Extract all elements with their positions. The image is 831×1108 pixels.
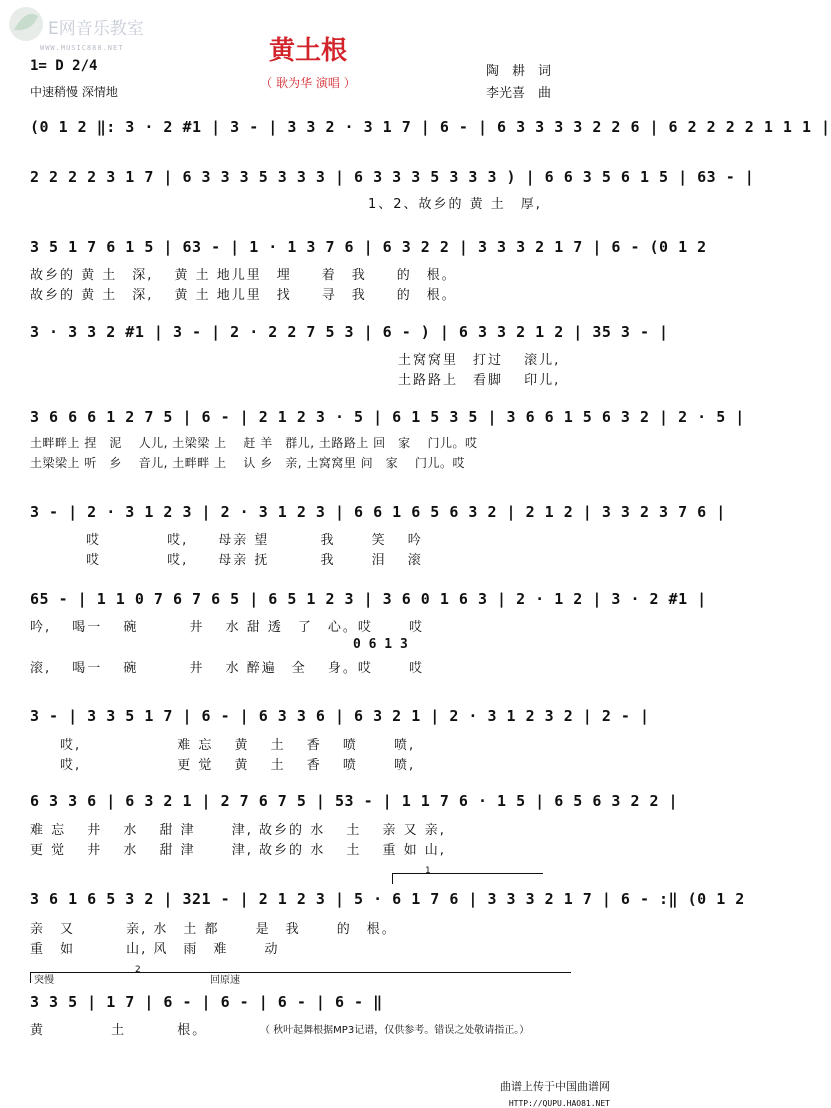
score-row-7-lyric-1: 吟, 喝一 碗 井 水 甜 透 了 心。哎 哎 bbox=[30, 620, 425, 635]
score-row-4-lyric-1: 土窝窝里 打过 滚儿, bbox=[398, 353, 561, 368]
score-row-2-notes: 2 2 2 2 3 1 7 | 6 3 3 3 5 3 3 3 | 6 3 3 3 5 3 3 3 ) | 6 6 3 5 6 1 5 | 63 - | bbox=[30, 168, 755, 186]
score-row-4-lyric-2: 土路路上 看脚 印儿, bbox=[398, 373, 561, 388]
score-row-11-notes: 3 3 5 | 1 7 | 6 - | 6 - | 6 - | 6 - ‖ bbox=[30, 993, 383, 1011]
score-row-2-lyric-1: 1、2、故乡的 黄 土 厚, bbox=[368, 197, 542, 212]
score-row-6-notes: 3 - | 2 · 3 1 2 3 | 2 · 3 1 2 3 | 6 6 1 6 5 6 3 2 | 2 1 2 | 3 3 2 3 7 6 | bbox=[30, 503, 726, 521]
score-row-5-lyric-1: 土畔畔上 捏 泥 人儿, 土梁梁 上 赶 羊 群儿, 土路路上 回 家 门儿。哎 bbox=[30, 436, 478, 450]
key-signature: 1= D 2/4 bbox=[30, 58, 98, 74]
score-row-4-notes: 3 · 3 3 2 #1 | 3 - | 2 · 2 2 7 5 3 | 6 - ) | 6 3 3 2 1 2 | 35 3 - | bbox=[30, 323, 669, 341]
score-row-7-lyric-2: 滚, 喝一 碗 井 水 醉遍 全 身。哎 哎 bbox=[30, 661, 425, 676]
first-ending-bracket bbox=[392, 873, 543, 884]
score-row-8-notes: 3 - | 3 3 5 1 7 | 6 - | 6 3 3 6 | 6 3 2 1 | 2 · 3 1 2 3 2 | 2 - | bbox=[30, 707, 650, 725]
second-ending-label: 2 bbox=[135, 965, 141, 975]
first-ending-label: 1 bbox=[425, 866, 431, 876]
score-row-3-lyric-2: 故乡的 黄 土 深, 黄 土 地儿里 找 寻 我 的 根。 bbox=[30, 288, 457, 303]
score-row-1-notes: (0 1 2 ‖: 3 · 2 #1 | 3 - | 3 3 2 · 3 1 7 | 6 - | 6 3 3 3 3 2 2 6 | 6 2 2 2 2 1 1 1 | bbox=[30, 118, 831, 136]
score-row-8-lyric-2: 哎, 更 觉 黄 土 香 喷 喷, bbox=[60, 758, 416, 773]
score-row-11-lyric-1: 黄 土 根。 bbox=[30, 1023, 208, 1038]
score-row-7-variant-notes: 0 6 1 3 bbox=[353, 637, 408, 652]
score-row-3-lyric-1: 故乡的 黄 土 深, 黄 土 地儿里 埋 着 我 的 根。 bbox=[30, 268, 457, 283]
tempo-resume-marking: 回原速 bbox=[210, 975, 240, 986]
second-ending-bracket bbox=[30, 972, 571, 983]
song-title: 黄土根 bbox=[268, 36, 347, 66]
footer-url[interactable]: HTTP://QUPU.HAO81.NET bbox=[508, 1099, 610, 1108]
tempo-marking: 中速稍慢 深情地 bbox=[30, 85, 118, 99]
score-row-10-lyric-2: 重 如 山, 风 雨 难 动 bbox=[30, 942, 280, 957]
score-row-7-notes: 65 - | 1 1 0 7 6 7 6 5 | 6 5 1 2 3 | 3 6 0 1 6 3 | 2 · 1 2 | 3 · 2 #1 | bbox=[30, 590, 707, 608]
score-row-6-lyric-1: 哎 哎, 母亲 望 我 笑 吟 bbox=[86, 533, 423, 548]
score-row-9-notes: 6 3 3 6 | 6 3 2 1 | 2 7 6 7 5 | 53 - | 1 1 7 6 · 1 5 | 6 5 6 3 2 2 | bbox=[30, 792, 679, 810]
lyricist-credit: 陶 耕 词 bbox=[486, 64, 552, 79]
score-row-10-notes: 3 6 1 6 5 3 2 | 321 - | 2 1 2 3 | 5 · 6 1 7 6 | 3 3 3 2 1 7 | 6 - :‖ (0 1 2 bbox=[30, 890, 745, 908]
singer-credit: （ 耿为华 演唱 ） bbox=[260, 76, 356, 90]
score-row-5-notes: 3 6 6 6 1 2 7 5 | 6 - | 2 1 2 3 · 5 | 6 1 5 3 5 | 3 6 6 1 5 6 3 2 | 2 · 5 | bbox=[30, 408, 745, 426]
score-row-8-lyric-1: 哎, 难 忘 黄 土 香 喷 喷, bbox=[60, 738, 416, 753]
score-row-6-lyric-2: 哎 哎, 母亲 抚 我 泪 滚 bbox=[86, 553, 423, 568]
score-row-10-lyric-1: 亲 又 亲, 水 土 都 是 我 的 根。 bbox=[30, 922, 397, 937]
footer-upload-text: 曲谱上传于中国曲谱网 bbox=[500, 1080, 610, 1093]
transcription-note: （ 秋叶起舞根据MP3记谱，仅供参考。错误之处敬请指正。） bbox=[260, 1025, 530, 1036]
score-row-9-lyric-2: 更 觉 井 水 甜 津 津, 故乡的 水 土 重 如 山, bbox=[30, 843, 446, 858]
composer-credit: 李光喜 曲 bbox=[486, 86, 552, 101]
watermark-text: E网音乐教室 bbox=[48, 19, 144, 39]
score-row-5-lyric-2: 土梁梁上 听 乡 音儿, 土畔畔 上 认 乡 亲, 土窝窝里 问 家 门儿。哎 bbox=[30, 456, 465, 470]
tempo-slow-marking: 突慢 bbox=[34, 975, 54, 986]
score-row-9-lyric-1: 难 忘 井 水 甜 津 津, 故乡的 水 土 亲 又 亲, bbox=[30, 823, 446, 838]
watermark-subtext: WWW.MUSIC888.NET bbox=[40, 44, 124, 52]
score-row-3-notes: 3 5 1 7 6 1 5 | 63 - | 1 · 1 3 7 6 | 6 3 2 2 | 3 3 3 2 1 7 | 6 - (0 1 2 bbox=[30, 238, 707, 256]
